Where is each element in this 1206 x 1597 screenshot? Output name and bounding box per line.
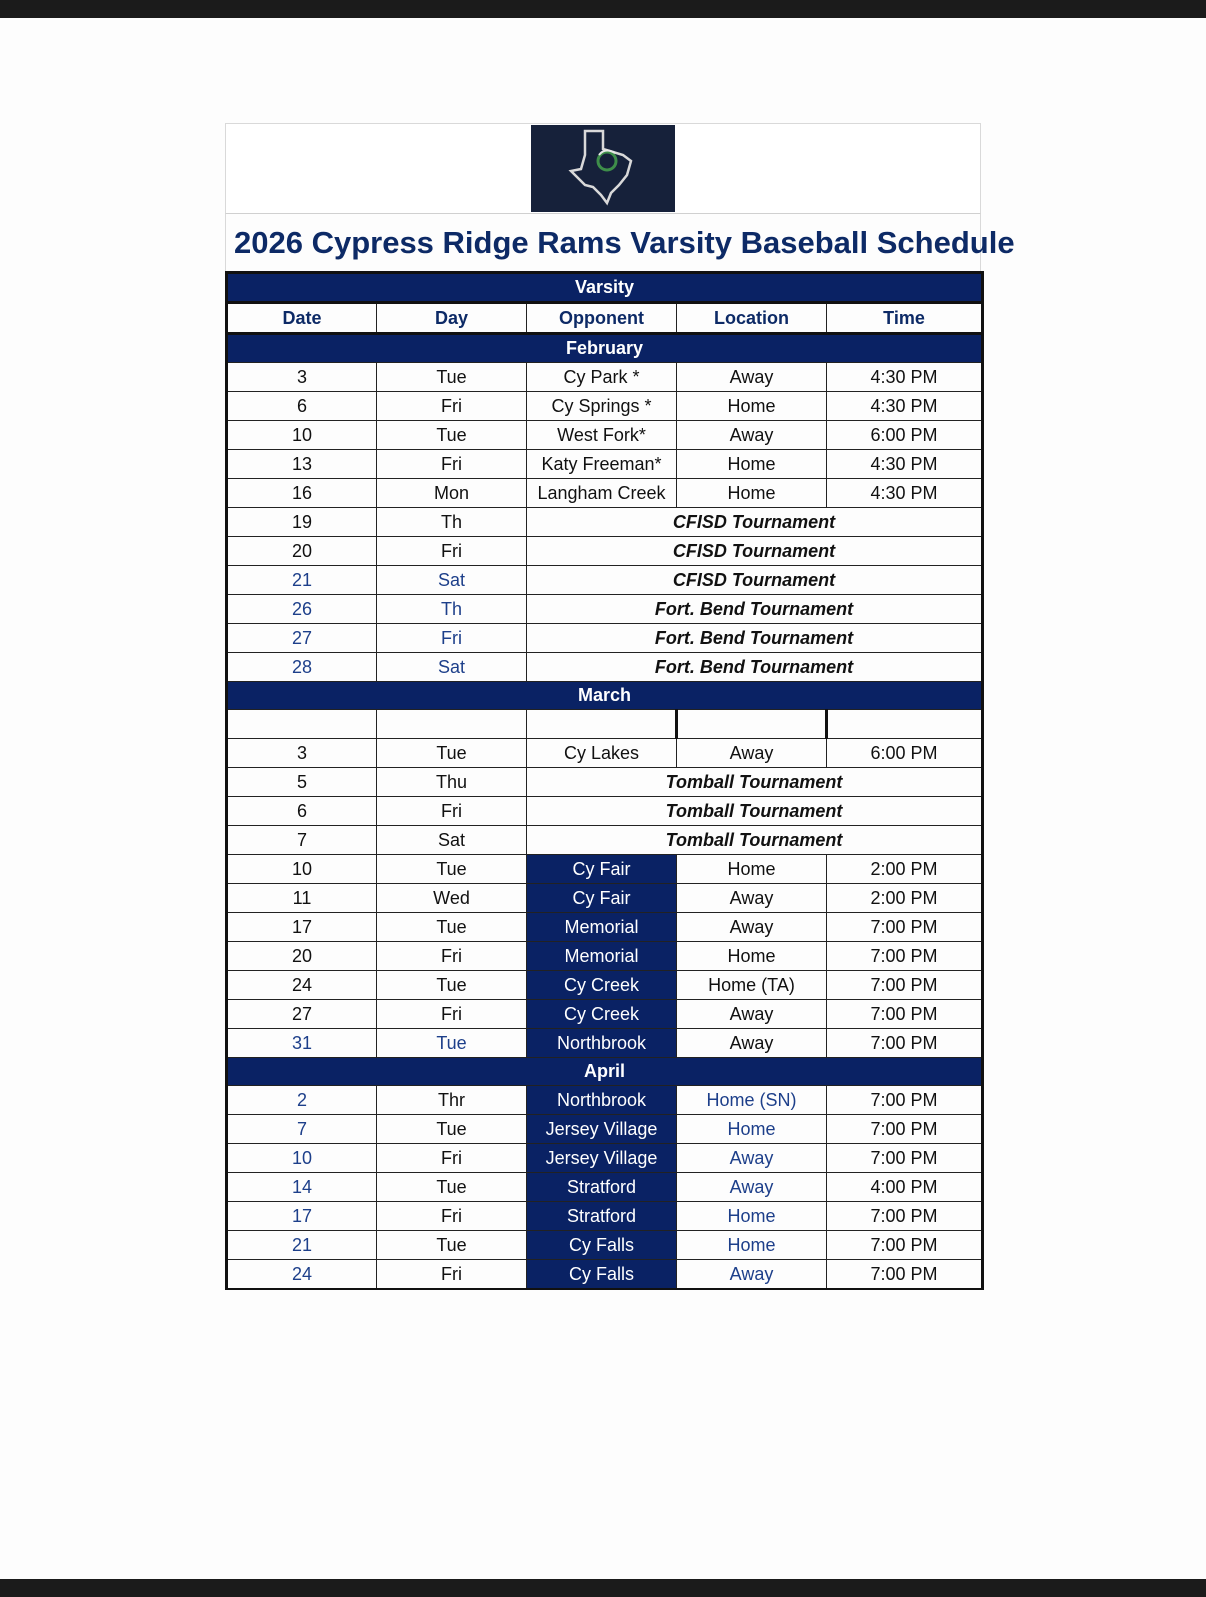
table-row [227, 363, 983, 392]
tournament-row [227, 624, 983, 653]
location-cell: Away [677, 913, 827, 942]
location-cell: Home [677, 855, 827, 884]
col-time: Time [827, 303, 983, 334]
tournament-cell: Fort. Bend Tournament [527, 624, 983, 653]
opponent-cell: West Fork* [527, 421, 677, 450]
day-cell: Fri [377, 1260, 527, 1290]
month-label: March [227, 682, 983, 710]
opponent-cell: Cy Park * [527, 363, 677, 392]
day-cell: Tue [377, 855, 527, 884]
opponent-cell: Jersey Village [527, 1144, 677, 1173]
tournament-row [227, 653, 983, 682]
opponent-cell: Cy Lakes [527, 739, 677, 768]
date-cell: 24 [227, 1260, 377, 1290]
table-row [227, 1173, 983, 1202]
tournament-row [227, 537, 983, 566]
table-row [227, 1144, 983, 1173]
location-cell: Home [677, 1115, 827, 1144]
table-row [227, 1231, 983, 1260]
table-row [227, 1029, 983, 1058]
time-cell: 2:00 PM [827, 855, 983, 884]
table-row [227, 479, 983, 508]
bottom-bar [0, 1579, 1206, 1597]
month-band-february [227, 334, 983, 363]
date-cell: 14 [227, 1173, 377, 1202]
location-cell: Away [677, 421, 827, 450]
day-cell: Tue [377, 1029, 527, 1058]
table-row [227, 855, 983, 884]
tournament-row [227, 595, 983, 624]
date-cell: 20 [227, 537, 377, 566]
location-cell: Away [677, 1260, 827, 1290]
tournament-cell: Fort. Bend Tournament [527, 595, 983, 624]
tournament-row [227, 566, 983, 595]
date-cell: 17 [227, 913, 377, 942]
tournament-row [227, 826, 983, 855]
time-cell: 6:00 PM [827, 421, 983, 450]
location-cell: Away [677, 1029, 827, 1058]
time-cell: 6:00 PM [827, 739, 983, 768]
tournament-cell: CFISD Tournament [527, 566, 983, 595]
date-cell: 10 [227, 421, 377, 450]
blank-row [227, 710, 983, 739]
table-row [227, 421, 983, 450]
time-cell: 7:00 PM [827, 913, 983, 942]
time-cell: 4:00 PM [827, 1173, 983, 1202]
schedule-table [225, 271, 984, 1290]
location-cell: Away [677, 1173, 827, 1202]
opponent-cell: Jersey Village [527, 1115, 677, 1144]
tournament-row [227, 797, 983, 826]
day-cell: Tue [377, 1173, 527, 1202]
top-bar [0, 0, 1206, 18]
day-cell: Tue [377, 739, 527, 768]
table-row [227, 1202, 983, 1231]
location-cell: Home [677, 392, 827, 421]
opponent-cell: Northbrook [527, 1086, 677, 1115]
location-cell: Home [677, 1202, 827, 1231]
date-cell: 5 [227, 768, 377, 797]
opponent-cell: Cy Falls [527, 1260, 677, 1290]
day-cell: Tue [377, 421, 527, 450]
location-cell: Home (TA) [677, 971, 827, 1000]
table-row [227, 392, 983, 421]
time-cell: 2:00 PM [827, 884, 983, 913]
varsity-band [227, 273, 983, 303]
opponent-cell: Memorial [527, 913, 677, 942]
day-cell: Th [377, 508, 527, 537]
date-cell: 21 [227, 1231, 377, 1260]
empty-cell [227, 710, 377, 739]
location-cell: Home [677, 450, 827, 479]
table-row [227, 942, 983, 971]
opponent-cell: Cy Fair [527, 855, 677, 884]
day-cell: Fri [377, 1144, 527, 1173]
time-cell: 7:00 PM [827, 1029, 983, 1058]
empty-cell [527, 710, 677, 739]
location-cell: Away [677, 1144, 827, 1173]
time-cell: 7:00 PM [827, 1260, 983, 1290]
tournament-cell: Tomball Tournament [527, 826, 983, 855]
time-cell: 7:00 PM [827, 1202, 983, 1231]
date-cell: 2 [227, 1086, 377, 1115]
table-row [227, 1086, 983, 1115]
opponent-cell: Katy Freeman* [527, 450, 677, 479]
date-cell: 11 [227, 884, 377, 913]
date-cell: 6 [227, 797, 377, 826]
date-cell: 16 [227, 479, 377, 508]
date-cell: 13 [227, 450, 377, 479]
time-cell: 7:00 PM [827, 1000, 983, 1029]
opponent-cell: Stratford [527, 1202, 677, 1231]
opponent-cell: Cy Fair [527, 884, 677, 913]
col-location: Location [677, 303, 827, 334]
date-cell: 17 [227, 1202, 377, 1231]
schedule-sheet [225, 123, 1015, 1290]
day-cell: Fri [377, 942, 527, 971]
day-cell: Sat [377, 566, 527, 595]
time-cell: 7:00 PM [827, 1144, 983, 1173]
table-row [227, 450, 983, 479]
table-row [227, 884, 983, 913]
day-cell: Sat [377, 826, 527, 855]
month-label: April [227, 1058, 983, 1086]
location-cell: Home [677, 942, 827, 971]
day-cell: Sat [377, 653, 527, 682]
opponent-cell: Cy Springs * [527, 392, 677, 421]
tournament-cell: CFISD Tournament [527, 508, 983, 537]
time-cell: 7:00 PM [827, 942, 983, 971]
tournament-row [227, 768, 983, 797]
date-cell: 21 [227, 566, 377, 595]
date-cell: 7 [227, 1115, 377, 1144]
tournament-row [227, 508, 983, 537]
date-cell: 10 [227, 1144, 377, 1173]
day-cell: Th [377, 595, 527, 624]
day-cell: Fri [377, 537, 527, 566]
date-cell: 31 [227, 1029, 377, 1058]
date-cell: 6 [227, 392, 377, 421]
location-cell: Home [677, 479, 827, 508]
date-cell: 19 [227, 508, 377, 537]
tournament-cell: Fort. Bend Tournament [527, 653, 983, 682]
time-cell: 4:30 PM [827, 363, 983, 392]
location-cell: Home [677, 1231, 827, 1260]
date-cell: 26 [227, 595, 377, 624]
table-row [227, 1260, 983, 1290]
opponent-cell: Cy Falls [527, 1231, 677, 1260]
table-row [227, 913, 983, 942]
opponent-cell: Cy Creek [527, 1000, 677, 1029]
day-cell: Fri [377, 450, 527, 479]
time-cell: 7:00 PM [827, 971, 983, 1000]
day-cell: Thu [377, 768, 527, 797]
day-cell: Fri [377, 392, 527, 421]
column-header-row [227, 303, 983, 334]
location-cell: Away [677, 739, 827, 768]
empty-cell [827, 710, 983, 739]
table-row [227, 1115, 983, 1144]
time-cell: 4:30 PM [827, 479, 983, 508]
tournament-cell: Tomball Tournament [527, 768, 983, 797]
month-band-april [227, 1058, 983, 1086]
table-row [227, 739, 983, 768]
texas-ram-logo-icon [531, 125, 675, 212]
location-cell: Home (SN) [677, 1086, 827, 1115]
col-date: Date [227, 303, 377, 334]
month-label: February [227, 334, 983, 363]
opponent-cell: Langham Creek [527, 479, 677, 508]
date-cell: 27 [227, 1000, 377, 1029]
day-cell: Tue [377, 363, 527, 392]
page-title: 2026 Cypress Ridge Rams Varsity Baseball Schedule [225, 214, 981, 271]
date-cell: 20 [227, 942, 377, 971]
table-row [227, 971, 983, 1000]
col-day: Day [377, 303, 527, 334]
time-cell: 4:30 PM [827, 392, 983, 421]
opponent-cell: Memorial [527, 942, 677, 971]
day-cell: Tue [377, 971, 527, 1000]
location-cell: Away [677, 363, 827, 392]
varsity-label: Varsity [227, 273, 983, 303]
date-cell: 27 [227, 624, 377, 653]
time-cell: 7:00 PM [827, 1086, 983, 1115]
time-cell: 7:00 PM [827, 1231, 983, 1260]
time-cell: 7:00 PM [827, 1115, 983, 1144]
day-cell: Fri [377, 1202, 527, 1231]
day-cell: Tue [377, 1231, 527, 1260]
date-cell: 10 [227, 855, 377, 884]
tournament-cell: CFISD Tournament [527, 537, 983, 566]
day-cell: Mon [377, 479, 527, 508]
empty-cell [377, 710, 527, 739]
date-cell: 28 [227, 653, 377, 682]
date-cell: 24 [227, 971, 377, 1000]
day-cell: Fri [377, 624, 527, 653]
day-cell: Wed [377, 884, 527, 913]
day-cell: Fri [377, 1000, 527, 1029]
day-cell: Tue [377, 1115, 527, 1144]
opponent-cell: Stratford [527, 1173, 677, 1202]
tournament-cell: Tomball Tournament [527, 797, 983, 826]
date-cell: 7 [227, 826, 377, 855]
location-cell: Away [677, 884, 827, 913]
month-band-march [227, 682, 983, 710]
col-opponent: Opponent [527, 303, 677, 334]
date-cell: 3 [227, 739, 377, 768]
opponent-cell: Cy Creek [527, 971, 677, 1000]
location-cell: Away [677, 1000, 827, 1029]
date-cell: 3 [227, 363, 377, 392]
opponent-cell: Northbrook [527, 1029, 677, 1058]
empty-cell [677, 710, 827, 739]
logo-area [225, 123, 981, 214]
day-cell: Tue [377, 913, 527, 942]
time-cell: 4:30 PM [827, 450, 983, 479]
table-row [227, 1000, 983, 1029]
day-cell: Fri [377, 797, 527, 826]
day-cell: Thr [377, 1086, 527, 1115]
